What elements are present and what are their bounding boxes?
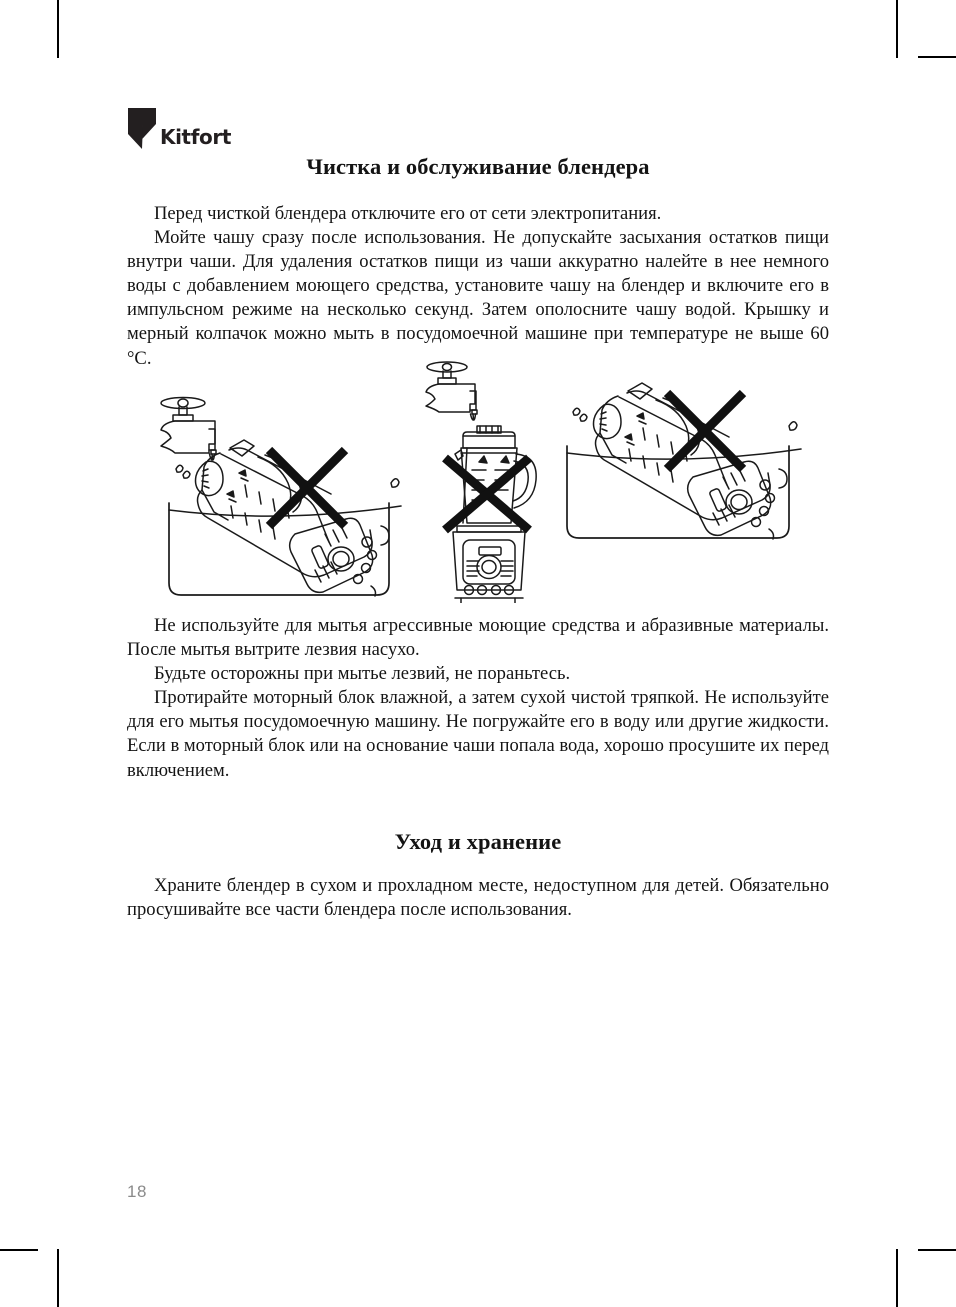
blender-icon xyxy=(594,383,788,539)
crop-mark-top-right-vertical xyxy=(896,0,898,58)
crop-mark-bottom-right-horizontal xyxy=(918,1249,956,1251)
crop-mark-top-right-horizontal xyxy=(918,56,956,58)
faucet-icon xyxy=(161,398,216,461)
paragraph: Храните блендер в сухом и прохладном месте, недоступном для детей. Обязательно просушивайте все части блендера после использования. xyxy=(127,875,829,921)
figure-group-prohibited-washing xyxy=(127,358,829,603)
body-text-cleaning-details xyxy=(127,614,829,783)
crop-mark-bottom-left-horizontal xyxy=(0,1249,38,1251)
brand-name: Kitfort xyxy=(160,125,231,149)
figure-blender-upright-under-faucet xyxy=(417,358,559,603)
paragraph: Протирайте моторный блок влажной, а затем сухой чистой тряпкой. Не используйте для его мытья посудомоечную машину. Не погружайте его в воду или другие жидкости. Если в моторный блок или на основание чаши попала вода, хорошо просушите их перед включением. xyxy=(127,687,829,781)
paragraph: Мойте чашу сразу после использования. Не допускайте засыхания остатков пищи внутри чаши. Для удаления остатков пищи из чаши аккуратно налейте в нее немного воды с добавлением моющего средства, установите чашу на блендер и включите его в импульсном режиме на несколько секунд. Затем ополосните чашу водой. Крышку и мерный колпачок можно мыть в посудомоечной машине при температуре не выше 60 °C. xyxy=(127,227,829,369)
faucet-icon xyxy=(426,362,477,420)
body-text-storage xyxy=(127,874,829,922)
section-title-storage: Уход и хранение xyxy=(394,829,562,854)
prohibition-cross-icon xyxy=(445,458,529,530)
crop-mark-bottom-right-vertical xyxy=(896,1249,898,1307)
section-title-cleaning: Чистка и обслуживание блендера xyxy=(306,154,650,179)
figure-blender-submerged xyxy=(539,358,819,603)
crop-mark-bottom-left-vertical xyxy=(57,1249,59,1307)
body-text-cleaning-intro xyxy=(127,202,829,371)
paragraph: Будьте осторожны при мытье лезвий, не пораньтесь. xyxy=(154,663,571,685)
brand-logo xyxy=(127,107,231,149)
kitfort-shield-icon xyxy=(127,107,157,149)
blender-icon xyxy=(196,440,390,596)
figure-blender-tilted-under-faucet xyxy=(145,358,413,603)
paragraph: Не используйте для мытья агрессивные моющие средства и абразивные материалы. После мытья вытрите лезвия насухо. xyxy=(127,615,829,661)
paragraph: Перед чисткой блендера отключите его от сети электропитания. xyxy=(154,203,662,224)
manual-page xyxy=(127,0,829,1307)
crop-mark-top-left-vertical xyxy=(57,0,59,58)
page-number: 18 xyxy=(127,1182,147,1201)
